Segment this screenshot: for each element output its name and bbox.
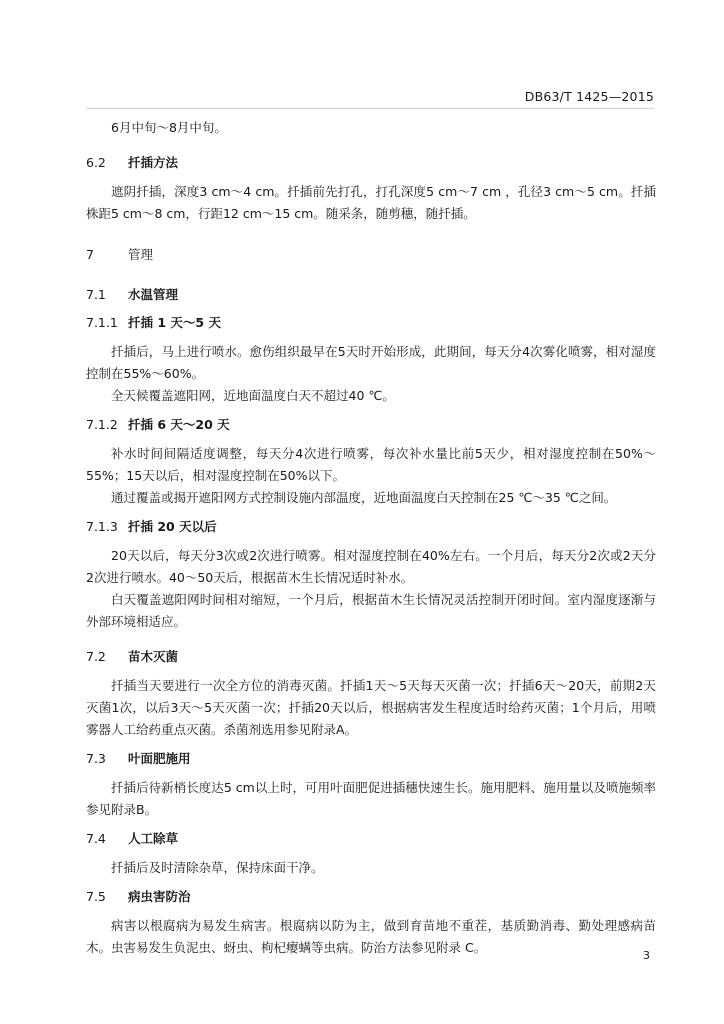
paragraph-7-1-3-b: 白天覆盖遮阳网时间相对缩短，一个月后，根据苗木生长情况灵活控制开闭时间。室内湿度逐渐与外部环境相适应。 <box>86 592 656 629</box>
section-heading-7 <box>86 245 656 265</box>
section-number: 7.1 <box>86 287 106 302</box>
section-title: 扦插 20 天以后 <box>128 519 217 534</box>
document-body <box>86 117 656 959</box>
paragraph-7-4: 扦插后及时清除杂草，保持床面干净。 <box>111 860 324 875</box>
section-heading-6-2 <box>86 153 656 173</box>
section-number: 7.5 <box>86 889 106 904</box>
paragraph-6-2: 遮阴扦插，深度3 cm～4 cm。扦插前先打孔，打孔深度5 cm～7 cm ，孔径3 cm～5 cm。扦插株距5 cm～8 cm，行距12 cm～15 cm。随采条，随剪穗，随扦插。 <box>86 184 656 221</box>
paragraph-7-2: 扦插当天要进行一次全方位的消毒灭菌。扦插1天～5天每天灭菌一次；扦插6天～20天，前期2天灭菌1次，以后3天～5天灭菌一次；扦插20天以后，根据病害发生程度适时给药灭菌；1个月后，用喷雾器人工给药重点灭菌。杀菌剂选用参见附录A。 <box>86 678 656 737</box>
section-title: 扦插 1 天～5 天 <box>128 315 221 330</box>
section-heading-7-3 <box>86 749 656 769</box>
standard-code: DB63/T 1425—2015 <box>524 89 654 104</box>
section-title: 水温管理 <box>128 287 179 302</box>
paragraph-7-1-2-a: 补水时间间隔适度调整，每天分4次进行喷雾，每次补水量比前5天少，相对湿度控制在50%～55%；15天以后，相对湿度控制在50%以下。 <box>86 446 656 483</box>
section-number: 7.1.3 <box>86 519 118 534</box>
section-title: 管理 <box>128 247 154 262</box>
paragraph-7-1-1-b: 全天候覆盖遮阳网，近地面温度白天不超过40 ℃。 <box>111 388 395 403</box>
section-title: 病虫害防治 <box>128 889 191 904</box>
paragraph-7-1-1-a: 扦插后，马上进行喷水。愈伤组织最早在5天时开始形成，此期间，每天分4次雾化喷雾，相对湿度控制在55%～60%。 <box>86 344 656 381</box>
paragraph-7-5: 病害以根腐病为易发生病害。根腐病以防为主，做到育苗地不重茬，基质勤消毒、勤处理感病苗木。虫害易发生负泥虫、蚜虫、枸杞瘿螨等虫病。防治方法参见附录 C。 <box>86 918 656 955</box>
section-number: 7.2 <box>86 649 106 664</box>
continued-paragraph: 6月中旬～8月中旬。 <box>111 120 227 135</box>
section-number: 7.1.2 <box>86 417 118 432</box>
header-divider <box>86 108 654 109</box>
section-heading-7-5 <box>86 887 656 907</box>
section-number: 7 <box>86 247 94 262</box>
section-title: 人工除草 <box>128 831 179 846</box>
page-number: 3 <box>643 949 650 962</box>
section-heading-7-1-2 <box>86 415 656 435</box>
section-number: 7.4 <box>86 831 106 846</box>
section-heading-7-2 <box>86 647 656 667</box>
section-title: 扦插 6 天～20 天 <box>128 417 230 432</box>
section-title: 叶面肥施用 <box>128 751 191 766</box>
paragraph-7-1-3-a: 20天以后，每天分3次或2次进行喷雾。相对湿度控制在40%左右。一个月后，每天分2次或2天分2次进行喷水。40～50天后，根据苗木生长情况适时补水。 <box>86 548 656 585</box>
section-number: 7.1.1 <box>86 315 118 330</box>
paragraph-7-3: 扦插后待新梢长度达5 cm以上时，可用叶面肥促进插穗快速生长。施用肥料、施用量以及喷施频率参见附录B。 <box>86 780 656 817</box>
section-number: 6.2 <box>86 155 106 170</box>
section-heading-7-1-1 <box>86 313 656 333</box>
section-title: 扦插方法 <box>128 155 179 170</box>
section-heading-7-4 <box>86 829 656 849</box>
section-heading-7-1-3 <box>86 517 656 537</box>
section-title: 苗木灭菌 <box>128 649 179 664</box>
section-heading-7-1 <box>86 285 656 305</box>
section-number: 7.3 <box>86 751 106 766</box>
paragraph-7-1-2-b: 通过覆盖或揭开遮阳网方式控制设施内部温度，近地面温度白天控制在25 ℃～35 ℃之间。 <box>111 490 617 505</box>
